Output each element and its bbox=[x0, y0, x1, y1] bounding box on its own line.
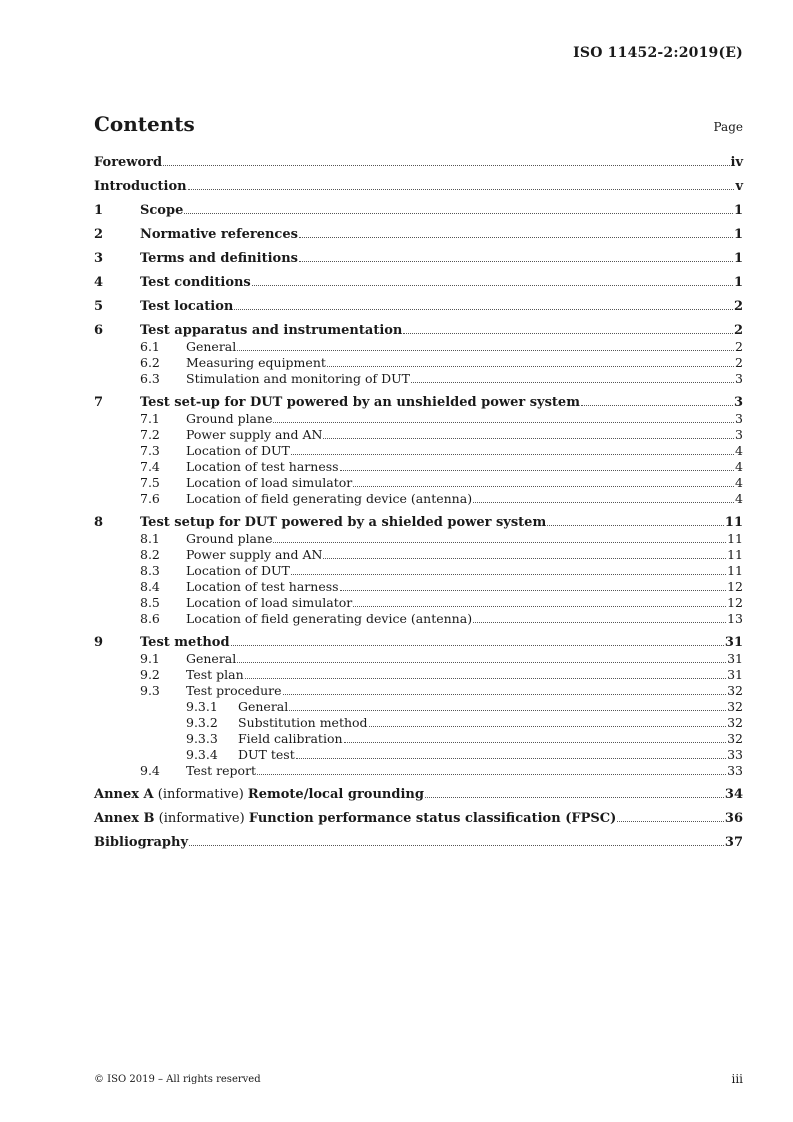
toc-entry[interactable] bbox=[94, 155, 743, 171]
dot-leader bbox=[547, 525, 724, 526]
toc-entry-number: 9.3.1 bbox=[186, 699, 218, 714]
page-title: Contents bbox=[94, 112, 195, 136]
toc-entry-page: v bbox=[735, 179, 743, 194]
dot-leader bbox=[473, 622, 726, 623]
toc-entry-title: Location of load simulator bbox=[186, 595, 353, 610]
annex-label: Annex B bbox=[94, 811, 155, 826]
toc-entry-page: 13 bbox=[727, 611, 743, 626]
dot-leader bbox=[283, 694, 727, 695]
table-of-contents bbox=[94, 155, 743, 851]
annex-label: Annex A bbox=[94, 787, 154, 802]
toc-entry-number: 4 bbox=[94, 275, 104, 290]
toc-entry-title: Foreword bbox=[94, 155, 163, 170]
toc-entry-number: 8.2 bbox=[140, 547, 160, 562]
toc-entry[interactable] bbox=[94, 667, 743, 683]
toc-entry-title: Normative references bbox=[140, 227, 298, 242]
toc-entry-page: 32 bbox=[727, 699, 743, 714]
toc-entry[interactable] bbox=[94, 339, 743, 355]
dot-leader bbox=[299, 237, 733, 238]
toc-entry-title: Test method bbox=[140, 635, 230, 650]
toc-spacer bbox=[94, 779, 743, 787]
toc-entry[interactable] bbox=[94, 443, 743, 459]
dot-leader bbox=[327, 366, 734, 367]
toc-spacer bbox=[94, 315, 743, 323]
dot-leader bbox=[299, 261, 733, 262]
toc-entry[interactable] bbox=[94, 683, 743, 699]
toc-entry-title: Location of test harness bbox=[186, 459, 339, 474]
dot-leader bbox=[403, 333, 733, 334]
toc-entry-title: Location of field generating device (antenna) bbox=[186, 491, 473, 506]
toc-entry-title: Introduction bbox=[94, 179, 187, 194]
dot-leader bbox=[252, 285, 733, 286]
dot-leader bbox=[237, 662, 726, 663]
dot-leader bbox=[237, 350, 734, 351]
annex-title: Remote/local grounding bbox=[247, 787, 424, 802]
toc-entry[interactable] bbox=[94, 747, 743, 763]
annex-title: Function performance status classification (FPSC) bbox=[248, 811, 617, 826]
toc-entry[interactable] bbox=[94, 651, 743, 667]
toc-entry-page: 12 bbox=[727, 595, 743, 610]
toc-entry-number: 7.3 bbox=[140, 443, 160, 458]
toc-entry-title: Field calibration bbox=[238, 731, 343, 746]
toc-entry-title: Location of field generating device (antenna) bbox=[186, 611, 473, 626]
toc-entry[interactable] bbox=[94, 371, 743, 387]
toc-entry-title: Power supply and AN bbox=[186, 547, 323, 562]
toc-entry-number: 9.3 bbox=[140, 683, 160, 698]
dot-leader bbox=[340, 470, 734, 471]
toc-entry-page: 36 bbox=[724, 811, 743, 826]
dot-leader bbox=[257, 774, 726, 775]
dot-leader bbox=[340, 590, 727, 591]
toc-entry-title: Location of test harness bbox=[186, 579, 339, 594]
toc-spacer bbox=[94, 827, 743, 835]
toc-entry-page: 33 bbox=[727, 747, 743, 762]
dot-leader bbox=[245, 678, 726, 679]
toc-entry-number: 7.5 bbox=[140, 475, 160, 490]
toc-entry-page: 1 bbox=[733, 227, 743, 242]
dot-leader bbox=[291, 574, 726, 575]
toc-entry-page: 4 bbox=[735, 491, 743, 506]
dot-leader bbox=[617, 821, 724, 822]
toc-spacer bbox=[94, 387, 743, 395]
toc-entry-number: 6.1 bbox=[140, 339, 160, 354]
toc-entry[interactable] bbox=[94, 787, 743, 803]
toc-entry-title: Power supply and AN bbox=[186, 427, 323, 442]
toc-entry-title: Ground plane bbox=[186, 531, 273, 546]
copyright-notice: © ISO 2019 – All rights reserved bbox=[94, 1074, 261, 1085]
toc-entry-title: Ground plane bbox=[186, 411, 273, 426]
toc-entry-title: Test setup for DUT powered by a shielded power system bbox=[140, 515, 547, 530]
document-id: ISO 11452-2:2019(E) bbox=[573, 45, 743, 61]
toc-entry[interactable] bbox=[94, 475, 743, 491]
toc-entry[interactable] bbox=[94, 547, 743, 563]
toc-entry[interactable] bbox=[94, 563, 743, 579]
toc-entry[interactable] bbox=[94, 251, 743, 267]
toc-entry[interactable] bbox=[94, 515, 743, 531]
toc-entry-page: 33 bbox=[727, 763, 743, 778]
toc-entry-title: Scope bbox=[140, 203, 184, 218]
toc-entry-page: 31 bbox=[727, 667, 743, 682]
toc-entry-number: 8 bbox=[94, 515, 104, 530]
annex-note: (informative) bbox=[153, 787, 248, 802]
toc-spacer bbox=[94, 171, 743, 179]
toc-entry-page: iv bbox=[730, 155, 743, 170]
toc-entry-page: 4 bbox=[735, 459, 743, 474]
dot-leader bbox=[231, 645, 724, 646]
toc-entry[interactable] bbox=[94, 275, 743, 291]
toc-entry[interactable] bbox=[94, 531, 743, 547]
toc-entry[interactable] bbox=[94, 203, 743, 219]
dot-leader bbox=[425, 797, 724, 798]
dot-leader bbox=[291, 454, 734, 455]
toc-entry-title: Test location bbox=[140, 299, 234, 314]
dot-leader bbox=[353, 606, 726, 607]
toc-entry[interactable] bbox=[94, 699, 743, 715]
toc-entry-title: Test procedure bbox=[186, 683, 282, 698]
dot-leader bbox=[344, 742, 727, 743]
toc-entry-number: 9.3.2 bbox=[186, 715, 218, 730]
toc-entry-page: 31 bbox=[724, 635, 743, 650]
toc-entry-page: 11 bbox=[727, 547, 743, 562]
toc-entry-title: Terms and definitions bbox=[140, 251, 298, 266]
toc-entry-page: 31 bbox=[727, 651, 743, 666]
toc-entry-page: 11 bbox=[727, 531, 743, 546]
toc-entry-page: 4 bbox=[735, 443, 743, 458]
toc-entry-number: 7.4 bbox=[140, 459, 160, 474]
toc-entry-title: Test report bbox=[186, 763, 257, 778]
toc-entry-title: General bbox=[238, 699, 289, 714]
toc-entry[interactable] bbox=[94, 595, 743, 611]
toc-entry-page: 11 bbox=[724, 515, 743, 530]
toc-entry-page: 3 bbox=[735, 411, 743, 426]
dot-leader bbox=[234, 309, 733, 310]
toc-entry-page: 11 bbox=[727, 563, 743, 578]
toc-entry-number: 1 bbox=[94, 203, 104, 218]
toc-entry-title: Test apparatus and instrumentation bbox=[140, 323, 403, 338]
dot-leader bbox=[411, 382, 734, 383]
toc-entry-title bbox=[94, 811, 616, 827]
dot-leader bbox=[163, 165, 729, 166]
toc-entry-title: Test plan bbox=[186, 667, 244, 682]
toc-entry-number: 6 bbox=[94, 323, 104, 338]
toc-entry[interactable] bbox=[94, 179, 743, 195]
toc-spacer bbox=[94, 291, 743, 299]
dot-leader bbox=[289, 710, 726, 711]
toc-entry[interactable] bbox=[94, 299, 743, 315]
toc-entry[interactable] bbox=[94, 835, 743, 851]
toc-entry-number: 9 bbox=[94, 635, 104, 650]
toc-entry-title: General bbox=[186, 339, 237, 354]
toc-entry[interactable] bbox=[94, 811, 743, 827]
toc-entry[interactable] bbox=[94, 395, 743, 411]
toc-entry-number: 9.3.4 bbox=[186, 747, 218, 762]
toc-entry-page: 2 bbox=[733, 323, 743, 338]
toc-entry-page: 32 bbox=[727, 683, 743, 698]
toc-entry-number: 3 bbox=[94, 251, 104, 266]
dot-leader bbox=[273, 542, 726, 543]
toc-entry-page: 34 bbox=[724, 787, 743, 802]
toc-entry[interactable] bbox=[94, 635, 743, 651]
toc-entry[interactable] bbox=[94, 411, 743, 427]
toc-entry-title: DUT test bbox=[238, 747, 295, 762]
page-column-label: Page bbox=[713, 120, 743, 134]
toc-entry-number: 8.4 bbox=[140, 579, 160, 594]
dot-leader bbox=[473, 502, 734, 503]
dot-leader bbox=[184, 213, 733, 214]
toc-entry-number: 8.3 bbox=[140, 563, 160, 578]
toc-entry-page: 4 bbox=[735, 475, 743, 490]
toc-entry-page: 2 bbox=[735, 339, 743, 354]
toc-spacer bbox=[94, 627, 743, 635]
toc-entry-page: 1 bbox=[733, 251, 743, 266]
toc-entry[interactable] bbox=[94, 323, 743, 339]
toc-spacer bbox=[94, 219, 743, 227]
contents-title-row bbox=[94, 112, 743, 138]
dot-leader bbox=[188, 189, 735, 190]
toc-entry[interactable] bbox=[94, 355, 743, 371]
toc-entry-title: Measuring equipment bbox=[186, 355, 326, 370]
toc-entry-number: 6.3 bbox=[140, 371, 160, 386]
toc-entry-number: 9.2 bbox=[140, 667, 160, 682]
toc-spacer bbox=[94, 803, 743, 811]
toc-entry-page: 32 bbox=[727, 731, 743, 746]
toc-entry[interactable] bbox=[94, 579, 743, 595]
toc-entry-page: 32 bbox=[727, 715, 743, 730]
toc-entry-page: 3 bbox=[733, 395, 743, 410]
toc-entry-number: 8.5 bbox=[140, 595, 160, 610]
dot-leader bbox=[581, 405, 733, 406]
dot-leader bbox=[323, 558, 726, 559]
toc-entry-number: 7.2 bbox=[140, 427, 160, 442]
toc-entry-title: General bbox=[186, 651, 237, 666]
toc-entry-number: 7.6 bbox=[140, 491, 160, 506]
dot-leader bbox=[323, 438, 734, 439]
toc-entry-title: Location of DUT bbox=[186, 563, 290, 578]
annex-note: (informative) bbox=[154, 811, 249, 826]
toc-entry-page: 3 bbox=[735, 371, 743, 386]
toc-entry-number: 8.1 bbox=[140, 531, 160, 546]
toc-entry-title: Stimulation and monitoring of DUT bbox=[186, 371, 410, 386]
toc-entry-page: 3 bbox=[735, 427, 743, 442]
toc-entry-title bbox=[94, 787, 424, 803]
toc-entry-number: 9.3.3 bbox=[186, 731, 218, 746]
toc-entry[interactable] bbox=[94, 459, 743, 475]
toc-spacer bbox=[94, 507, 743, 515]
toc-entry-number: 9.4 bbox=[140, 763, 160, 778]
toc-entry-number: 8.6 bbox=[140, 611, 160, 626]
toc-entry[interactable] bbox=[94, 491, 743, 507]
toc-entry[interactable] bbox=[94, 763, 743, 779]
toc-entry-number: 2 bbox=[94, 227, 104, 242]
toc-entry[interactable] bbox=[94, 731, 743, 747]
toc-entry-title: Test conditions bbox=[140, 275, 251, 290]
toc-entry-page: 37 bbox=[724, 835, 743, 850]
dot-leader bbox=[189, 845, 724, 846]
dot-leader bbox=[353, 486, 734, 487]
toc-entry-number: 7 bbox=[94, 395, 104, 410]
toc-entry-number: 9.1 bbox=[140, 651, 160, 666]
toc-entry-title: Location of load simulator bbox=[186, 475, 353, 490]
toc-entry-page: 1 bbox=[733, 275, 743, 290]
toc-spacer bbox=[94, 267, 743, 275]
toc-spacer bbox=[94, 243, 743, 251]
page-number: iii bbox=[731, 1072, 743, 1086]
toc-spacer bbox=[94, 195, 743, 203]
toc-entry[interactable] bbox=[94, 611, 743, 627]
dot-leader bbox=[296, 758, 726, 759]
toc-entry-number: 6.2 bbox=[140, 355, 160, 370]
dot-leader bbox=[273, 422, 734, 423]
toc-entry[interactable] bbox=[94, 227, 743, 243]
toc-entry-title: Location of DUT bbox=[186, 443, 290, 458]
toc-entry-number: 5 bbox=[94, 299, 104, 314]
toc-entry-title: Test set-up for DUT powered by an unshielded power system bbox=[140, 395, 580, 410]
toc-entry-page: 2 bbox=[733, 299, 743, 314]
toc-entry[interactable] bbox=[94, 715, 743, 731]
toc-entry-page: 1 bbox=[733, 203, 743, 218]
dot-leader bbox=[369, 726, 727, 727]
toc-entry-title: Bibliography bbox=[94, 835, 189, 850]
toc-entry-number: 7.1 bbox=[140, 411, 160, 426]
toc-entry[interactable] bbox=[94, 427, 743, 443]
toc-entry-title: Substitution method bbox=[238, 715, 368, 730]
toc-entry-page: 12 bbox=[727, 579, 743, 594]
toc-entry-page: 2 bbox=[735, 355, 743, 370]
